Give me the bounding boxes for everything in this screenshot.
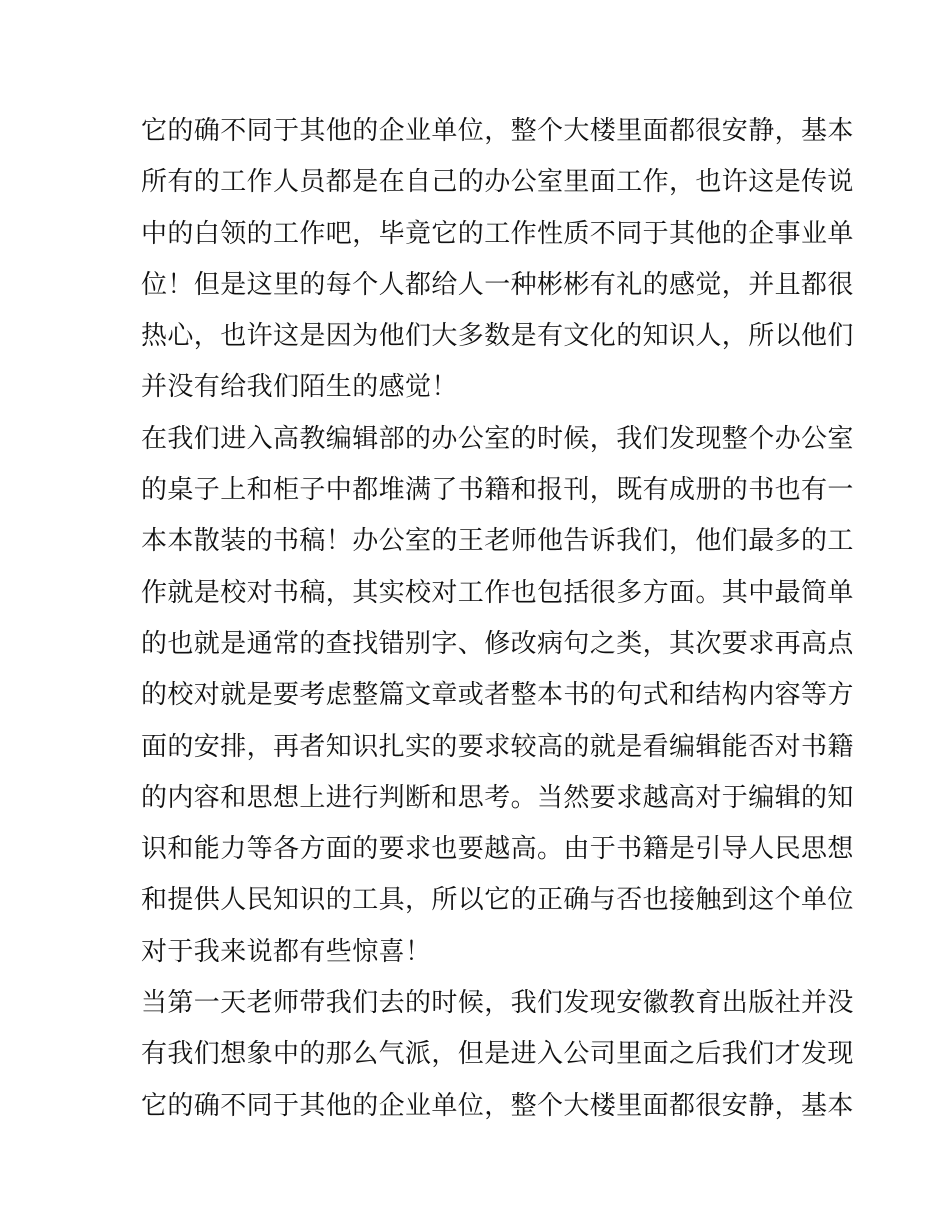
text-line: 的内容和思想上进行判断和思考。当然要求越高对于编辑的知 [141, 782, 854, 813]
text-line: 的桌子上和柜子中都堆满了书籍和报刊，既有成册的书也有一 [141, 475, 854, 506]
text-line: 热心，也许这是因为他们大多数是有文化的知识人，所以他们 [141, 321, 854, 352]
text-line: 它的确不同于其他的企业单位，整个大楼里面都很安静，基本 [141, 1090, 854, 1121]
text-line: 识和能力等各方面的要求也要越高。由于书籍是引导人民思想 [141, 834, 854, 865]
text-line: 有我们想象中的那么气派，但是进入公司里面之后我们才发现 [141, 1039, 854, 1070]
text-line: 中的白领的工作吧，毕竟它的工作性质不同于其他的企事业单 [141, 218, 854, 249]
text-line: 本本散装的书稿！办公室的王老师他告诉我们，他们最多的工 [141, 526, 854, 557]
text-line: 它的确不同于其他的企业单位，整个大楼里面都很安静，基本 [141, 116, 854, 146]
body-text [141, 106, 854, 1132]
text-line: 在我们进入高教编辑部的办公室的时候，我们发现整个办公室 [141, 423, 854, 454]
text-line: 的校对就是要考虑整篇文章或者整本书的句式和结构内容等方 [141, 680, 854, 711]
text-line: 所有的工作人员都是在自己的办公室里面工作，也许这是传说 [141, 167, 854, 198]
text-line: 并没有给我们陌生的感觉！ [141, 372, 458, 403]
text-line: 作就是校对书稿，其实校对工作也包括很多方面。其中最简单 [141, 577, 854, 608]
text-line: 的也就是通常的查找错别字、修改病句之类，其次要求再高点 [141, 628, 854, 659]
text-line: 和提供人民知识的工具，所以它的正确与否也接触到这个单位 [141, 885, 854, 916]
text-line: 面的安排，再者知识扎实的要求较高的就是看编辑能否对书籍 [141, 731, 854, 762]
text-line: 位！但是这里的每个人都给人一种彬彬有礼的感觉，并且都很 [141, 269, 854, 300]
text-line: 对于我来说都有些惊喜！ [141, 936, 432, 967]
text-line: 当第一天老师带我们去的时候，我们发现安徽教育出版社并没 [141, 988, 854, 1019]
